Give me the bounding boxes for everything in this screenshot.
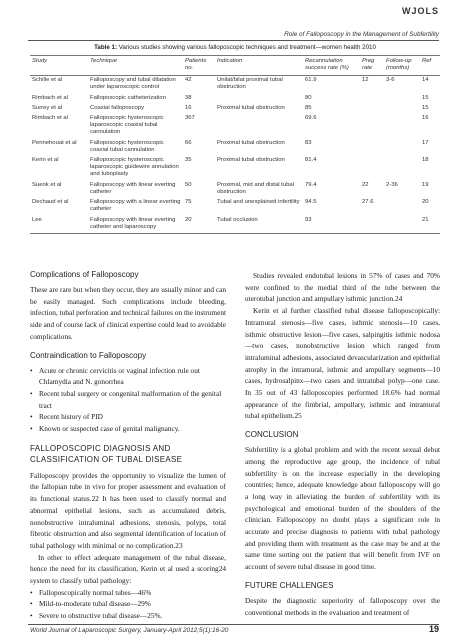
table-cell: 79.4 <box>305 181 317 188</box>
table-cell: 50 <box>185 181 192 188</box>
table-cell <box>384 198 420 215</box>
table-caption-label: Table 1: <box>94 44 117 51</box>
table-cell: Pennehouat et al <box>32 139 77 146</box>
table-cell <box>215 114 303 138</box>
col-header: Preg rate <box>360 56 384 76</box>
table-cell: 14 <box>422 77 429 84</box>
table-caption <box>30 44 440 51</box>
journal-tag: WJOLS <box>401 6 439 16</box>
table-cell <box>360 103 384 113</box>
table-cell: Tubal and unexplained infertility <box>217 199 300 206</box>
table-cell: Coaxial falloposcopy <box>90 104 145 111</box>
table-cell: Falloposcopic hysteroscopic coaxial tubal cannulation <box>90 139 164 153</box>
table-cell <box>215 93 303 103</box>
right-column <box>245 270 440 618</box>
col-header: Technique <box>88 56 183 76</box>
table-cell: 18 <box>422 157 429 164</box>
table-cell: 69.6 <box>305 115 317 122</box>
table-cell: Falloposcopy with linear everting catheter <box>90 181 176 195</box>
table-cell: Dechaud et al <box>32 199 69 206</box>
table-cell: 61.9 <box>305 77 317 84</box>
table-cell: 75 <box>185 199 192 206</box>
col-header: Follow-up (months) <box>384 56 420 76</box>
table-cell: 367 <box>185 115 195 122</box>
table-cell: Unilat/bilat proximal tubal obstruction <box>217 77 283 91</box>
footer-rule <box>28 624 439 625</box>
table-cell <box>360 138 384 155</box>
table-cell <box>384 114 420 138</box>
table-cell: Falloposcopy with linear everting catheter and laparoscopy <box>88 215 183 233</box>
diagnosis-heading-line2: CLASSIFICATION OF TUBAL DISEASE <box>30 454 183 464</box>
table-cell: Tubal occlusion <box>215 215 303 233</box>
col-header: Patients no. <box>183 56 215 76</box>
footer-citation: World Journal of Laparoscopic Surgery, January-April 2012;5(1):16-20 <box>30 627 229 634</box>
table-row <box>30 75 440 93</box>
left-column <box>30 270 226 622</box>
header-rule <box>28 40 439 41</box>
col-header: Indication <box>215 56 303 76</box>
studies-table-section <box>30 44 440 234</box>
table-cell: Falloposcopic hysteroscopic laparoscopic guidewire annulation and tuboplasty <box>90 157 179 178</box>
table-cell: 94.5 <box>305 199 317 206</box>
table-row <box>30 198 440 215</box>
table-cell: 20 <box>183 215 215 233</box>
list-item: • Recent history of PID <box>30 411 226 423</box>
table-row <box>30 103 440 113</box>
table-cell: Falloposcopic catheterization <box>90 94 166 101</box>
table-cell: 21 <box>420 215 440 233</box>
table-cell: 20 <box>422 199 429 206</box>
table-cell: 15 <box>422 94 429 101</box>
conclusion-heading: CONCLUSION <box>245 430 299 440</box>
diagnosis-paragraph-1: Falloposcopy provides the opportunity to visualize the lumen of the fallopian tube in vivo for proper assessment and evaluation of its functional status.22 It has been used to classify normal and abnormal epithelial lesions, such as accumulated debris, nonobstructive intraluminal adhesions, stenosis, polyps, total fibrotic obstruction and also segmental identification of location of tubal pathology with minimal or no complication.23 <box>30 470 226 550</box>
table-cell: 83 <box>305 139 312 146</box>
table-cell: Falloposcopy with a linear everting catheter <box>90 199 181 213</box>
complications-heading: Complications of Falloposcopy <box>30 270 139 279</box>
table-cell <box>384 138 420 155</box>
table-cell: 85 <box>305 104 312 111</box>
list-item: • Recent tubal surgery or congenital malformation of the genital tract <box>30 388 226 411</box>
table-row <box>30 156 440 180</box>
diagnosis-heading <box>30 443 226 465</box>
conclusion-text: Subfertility is a global problem and with the recent sexual debut among the reproductive age group, the incidence of tubal subfertility is on the increase especially in the developing countries; hence, adequate knowledge about falloposcopy will go a long way in alleviating the burden of subfertility with its psychological and emotional burden of the shoulders of the clinician. Falloposcopy no doubt plays a significant role in accurate and precise diagnosis to patients with tubal pathology and providing them with treatment as the case may be and at the same time sorting out the patient that will benefit from IVF on account of severe tubal disease in good time. <box>245 445 440 572</box>
table-row <box>30 215 440 233</box>
list-item: • Mild-to-moderate tubal disease—29% <box>30 598 226 610</box>
table-cell: Proximal, mid and distal tubal obstruction <box>217 181 294 195</box>
contraindication-heading: Contraindication to Falloposcopy <box>30 350 147 360</box>
table-cell <box>384 93 420 103</box>
table-cell <box>384 215 420 233</box>
table-cell: 3-6 <box>386 77 395 84</box>
running-title: Role of Falloposcopy in the Management of Subfertility <box>284 31 439 38</box>
table-caption-text: Various studies showing various falloposcopic techniques and treatment—women health 2010 <box>118 44 376 51</box>
table-cell: Lee <box>30 215 88 233</box>
table-cell <box>384 156 420 180</box>
table-cell: 12 <box>362 77 369 84</box>
table-cell: 2-36 <box>386 181 398 188</box>
right-paragraph-2: Kerin et al further classified tubal disease falloposcopically: Intramural stenosis—five cases, isthmic stenosis—10 cases, isthmic obstructive lesion—five cases, salpingitis isthmic nodosa—two cases, nonobstructive lesion which ranged from intraluminal adhesions, associated devascularization and epithelial atrophy in the intramural, isthmic and ampullary segments—10 cases, hydrosalpinx—two cases and intratubal polyp—one case. In 35 out of 43 falloposcopies performed 18.6% had normal appearance of the fimbrial, ampullary, isthmic and intramural tubal epithelium.25 <box>245 306 440 421</box>
table-cell <box>360 114 384 138</box>
right-paragraph-1: Studies revealed endotubal lesions in 57% of cases and 70% were confined to the medial third of the tube between the uterotubal junction and ampullary isthmic junction.24 <box>245 271 440 304</box>
col-header: Study <box>30 56 88 76</box>
table-row <box>30 138 440 155</box>
table-cell: Proximal tubal obstruction <box>217 157 285 164</box>
diagnosis-paragraph-2: In other to effect adequate management of the tubal disease, hence the need for its classification, Kerin et al used a scoring24 system to classify tubal pathology: <box>30 552 226 586</box>
table-cell: Sueok et al <box>32 181 62 188</box>
table-cell <box>360 215 384 233</box>
table-cell: 38 <box>185 94 192 101</box>
table-cell: 16 <box>422 115 429 122</box>
studies-table <box>30 55 440 234</box>
future-challenges-heading: FUTURE CHALLENGES <box>245 580 334 590</box>
table-body <box>30 75 440 233</box>
table-cell: Kerin et al <box>32 157 59 164</box>
table-cell: Surrey et al <box>32 104 63 111</box>
page-number: 19 <box>428 624 439 634</box>
table-cell: Schille et al <box>32 77 63 84</box>
table-row <box>30 114 440 138</box>
table-cell: 17 <box>422 139 429 146</box>
table-cell: 80 <box>305 94 312 101</box>
list-item: • Falloposcopically normal tubes—46% <box>30 587 226 599</box>
contraindication-list <box>30 365 226 435</box>
list-item: • Severe to obstructive tubal disease—25%. <box>30 610 226 622</box>
diagnosis-heading-line1: FALLOPOSCOPIC DIAGNOSIS AND <box>30 443 171 453</box>
table-cell: 35 <box>185 157 192 164</box>
list-item: • Known or suspected case of genital malignancy. <box>30 423 226 435</box>
table-cell: 93 <box>303 215 360 233</box>
table-cell <box>384 103 420 113</box>
future-challenges-text: Despite the diagnostic superiority of falloposcopy over the conventional methods in the evaluation and treatment of <box>245 595 440 617</box>
table-cell: 16 <box>185 104 192 111</box>
table-cell: 81.4 <box>305 157 317 164</box>
table-row <box>30 93 440 103</box>
table-cell: Rimbach et al <box>32 115 69 122</box>
col-header: Ref <box>420 56 440 76</box>
table-cell: 66 <box>185 139 192 146</box>
table-cell: 15 <box>422 104 429 111</box>
table-cell: Proximal tubal obstruction <box>217 139 285 146</box>
scoring-list <box>30 587 226 622</box>
table-row <box>30 180 440 197</box>
table-cell: Falloposcopy and tubal dilatation under laparoscopic control <box>90 77 176 91</box>
complications-text: These are rare but when they occur, they are usually minor and can be easily managed. Such complications include bleeding, infection, tubal perforation and technical failures on the instrument side and of course lack of clinical expertise could lead to avoidable complications. <box>30 285 226 341</box>
table-header-row <box>30 56 440 76</box>
list-item: • Acute or chronic cervicitis or vaginal infection rule out Chlamydia and N. gonorrhea <box>30 365 226 388</box>
table-cell: Falloposcopic hysteroscopic laparoscopic coaxial tubal cannulation <box>90 115 164 136</box>
table-cell: 22 <box>362 181 369 188</box>
table-cell: 19 <box>422 181 429 188</box>
col-header: Recannulation success rate (%) <box>303 56 360 76</box>
table-cell: Proximal tubal obstruction <box>217 104 285 111</box>
table-cell: 27.6 <box>362 199 374 206</box>
table-cell <box>360 93 384 103</box>
table-cell: Rimbach et al <box>32 94 69 101</box>
table-cell: 42 <box>185 77 192 84</box>
table-cell <box>360 156 384 180</box>
